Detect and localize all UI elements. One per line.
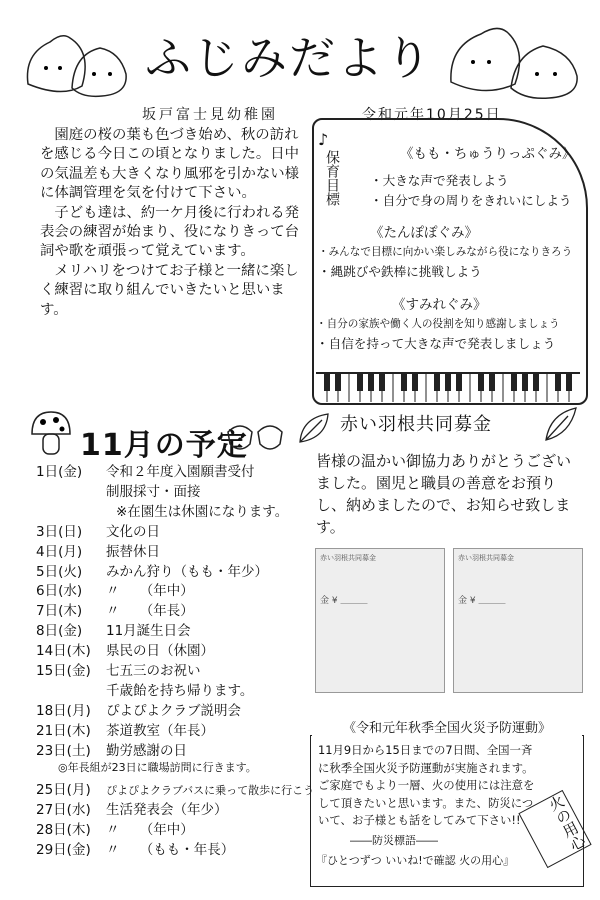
schedule-row — [36, 739, 187, 759]
schedule-row — [36, 679, 253, 699]
schedule-date: 1日(金) — [36, 464, 83, 480]
schedule-event: 令和２年度入園願書受付 — [106, 464, 255, 480]
receipt-amount: 金 ¥ ＿＿＿ — [458, 596, 506, 606]
schedule-event: 〃 （年長） — [106, 603, 194, 620]
schedule-date: 21日(木) — [36, 722, 91, 739]
schedule-event: 制服採寸・面接 — [106, 483, 201, 500]
goals-heading: 保育目標 — [324, 150, 340, 206]
schedule-date: 7日(木) — [36, 603, 83, 620]
schedule-event: ◎年長組が23日に職場訪問に行きます。 — [58, 760, 257, 774]
leaf-icon — [296, 410, 332, 446]
chestnut-right-icon — [445, 18, 585, 103]
intro-paragraph: 子ども達は、約一ケ月後に行われる発表会の練習が始まり、役になりきって台詞や歌を頑張って覚えています。 — [40, 204, 300, 260]
schedule-event: ぴよぴよクラブ説明会 — [106, 702, 241, 719]
schedule-event: 〃 （もも・年長） — [106, 842, 235, 859]
schedule-event: 千歳飴を持ち帰ります。 — [106, 682, 254, 699]
schedule-event: ぴよぴよクラブバスに乗って散歩に行こう — [106, 784, 315, 798]
goal-item: ・自分の家族や働く人の役割を知り感謝しましょう — [316, 318, 560, 330]
goal-item: ・自分で身の周りをきれいにしよう — [370, 193, 572, 208]
schedule-row — [36, 719, 214, 739]
schedule-date: 5日(火) — [36, 563, 83, 580]
music-note-icon: ♪ — [318, 130, 329, 149]
schedule-row — [36, 818, 194, 838]
goal-item: ・縄跳びや鉄棒に挑戦しよう — [318, 264, 482, 279]
fire-motto: 『ひとつずつ いいね!で確認 火の用心』 — [316, 854, 515, 867]
donation-title: 赤い羽根共同募金 — [340, 414, 492, 435]
schedule-row — [36, 460, 255, 480]
goal-item: ・大きな声で発表しよう — [370, 173, 509, 188]
schedule-date: 6日(水) — [36, 583, 83, 600]
intro-text — [40, 126, 302, 320]
schedule-date: 18日(月) — [36, 702, 91, 719]
schedule-row — [36, 480, 201, 500]
receipt-header: 赤い羽根共同募金 — [320, 554, 376, 562]
schedule-event: 11月誕生日会 — [106, 623, 191, 640]
receipt-amount: 金 ¥ ＿＿＿ — [320, 596, 368, 606]
schedule-date: 28日(木) — [36, 822, 91, 839]
donation-receipts — [315, 548, 583, 696]
schedule-row — [36, 639, 214, 659]
intro-paragraph: メリハリをつけてお子様と一緒に楽しく練習に取り組んでいきたいと思います。 — [40, 262, 299, 318]
fire-motto-heading: ――防災標語―― — [350, 834, 438, 847]
receipt-image — [315, 548, 445, 693]
schedule-event: 勤労感謝の日 — [106, 742, 187, 759]
schedule-event: 〃 （年中） — [106, 583, 194, 600]
newsletter-title: ふじみだより — [145, 31, 433, 85]
schedule-row — [36, 520, 160, 540]
fire-prevention-text: 11月9日から15日までの7日間、全国一斉に秋季全国火災予防運動が実施されます。ご家庭でもより一層、火の使用には注意をして頂きたいと思います。また、防災について、お子様とも話をしてみて下さい!! — [318, 743, 535, 828]
schedule-event: みかん狩り（もも・年少） — [106, 563, 268, 580]
schedule-row — [36, 699, 241, 719]
schedule-row — [36, 659, 201, 679]
schedule-row — [36, 619, 191, 639]
acorn-icon — [224, 414, 288, 454]
schedule-title: 11月の予定 — [80, 428, 248, 463]
goal-group-title: 《すみれぐみ》 — [392, 297, 487, 313]
issue-date: 令和元年10月25日 — [362, 107, 502, 123]
schedule-date: 25日(月) — [36, 782, 91, 799]
goal-item: ・みんなで目標に向かい楽しみながら役になりきろう — [318, 246, 573, 258]
receipt-image — [453, 548, 583, 693]
schedule-row — [36, 560, 268, 580]
fire-prevention-title: 《令和元年秋季全国火災予防運動》 — [312, 717, 582, 736]
schedule-event: 振替休日 — [106, 543, 160, 560]
schedule-row — [36, 778, 314, 798]
schedule-date: 27日(水) — [36, 802, 91, 819]
schedule-event: 生活発表会（年少） — [106, 802, 228, 819]
donation-text: 皆様の温かい御協力ありがとうございました。園児と職員の善意をお預りし、納めましたので、お知らせ致します。 — [316, 452, 572, 536]
schedule-date: 4日(月) — [36, 543, 83, 560]
intro-paragraph: 園庭の桜の葉も色づき始め、秋の訪れを感じる今日この頃となりました。日中の気温差も大きくなり風邪を引かない様に体調管理を気を付けて下さい。 — [40, 127, 300, 202]
schedule-date: 3日(日) — [36, 523, 83, 540]
school-name: 坂戸富士見幼稚園 — [142, 107, 278, 123]
schedule-date: 14日(木) — [36, 643, 91, 660]
schedule-event: 〃 （年中） — [106, 822, 194, 839]
schedule-row — [36, 540, 160, 560]
schedule-event: 文化の日 — [106, 523, 160, 540]
goal-group-title: 《たんぽぽぐみ》 — [370, 225, 478, 241]
mushroom-icon — [28, 408, 74, 458]
schedule-row — [36, 500, 288, 520]
schedule-row — [36, 579, 194, 599]
schedule-row — [36, 759, 257, 779]
schedule-row — [36, 798, 228, 818]
receipt-header: 赤い羽根共同募金 — [458, 554, 514, 562]
piano-keys — [316, 372, 580, 402]
schedule-date: 8日(金) — [36, 623, 83, 640]
schedule-row — [36, 599, 194, 619]
goal-item: ・自信を持って大きな声で発表しましょう — [316, 336, 556, 351]
schedule-row — [36, 838, 234, 858]
schedule-event: ※在園生は休園になります。 — [116, 503, 289, 520]
schedule-event: 県民の日（休園） — [106, 643, 214, 660]
schedule-date: 29日(金) — [36, 842, 91, 859]
goal-group-title: 《もも・ちゅうりっぷぐみ》 — [400, 146, 576, 162]
feather-icon — [540, 404, 580, 444]
schedule-event: 七五三のお祝い — [106, 663, 201, 679]
schedule-date: 15日(金) — [36, 663, 91, 679]
chestnut-left-icon — [22, 24, 137, 104]
schedule-event: 茶道教室（年長） — [106, 722, 214, 739]
schedule-date: 23日(土) — [36, 742, 91, 759]
fire-sign: 火の用心 — [518, 790, 591, 868]
